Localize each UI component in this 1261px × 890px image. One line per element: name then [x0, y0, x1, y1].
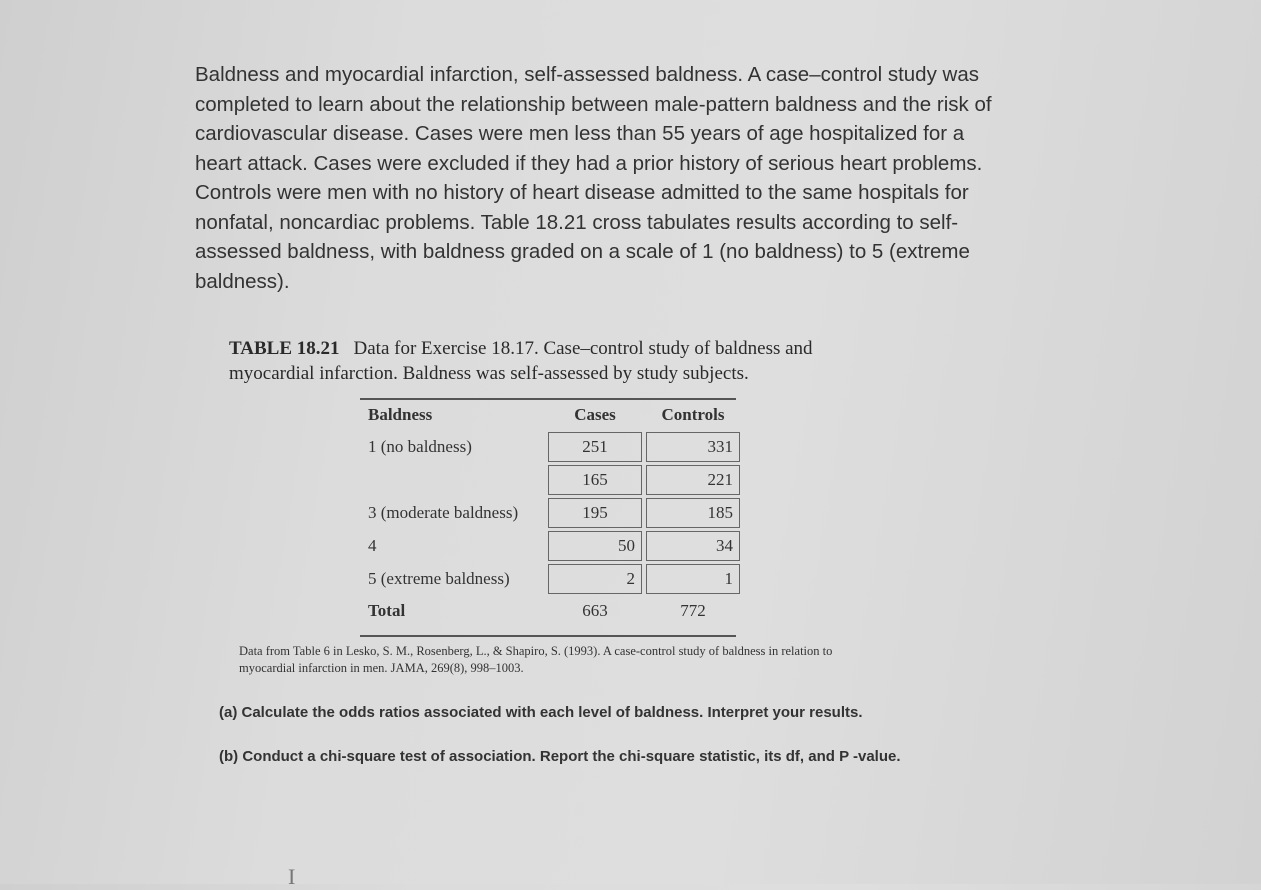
- text-cursor-icon: I: [288, 864, 296, 889]
- table-row: [362, 432, 740, 462]
- table-label: TABLE 18.21: [229, 338, 340, 359]
- table-row: [362, 465, 740, 495]
- table-caption-text: Data for Exercise 18.17. Case–control study of baldness and myocardial infarction. Baldness was self-assessed by study subjects.: [229, 338, 813, 384]
- header-controls: Controls: [661, 405, 725, 424]
- table-header-row: [362, 401, 740, 429]
- question-b: (b) Conduct a chi-square test of association. Report the chi-square statistic, its df, and P -value.: [219, 748, 901, 765]
- controls-cell: 185: [646, 498, 740, 528]
- table-source: Data from Table 6 in Lesko, S. M., Rosenberg, L., & Shapiro, S. (1993). A case-control study of baldness in relation to myocardial infarction in men. JAMA, 269(8), 998–1003.: [239, 644, 833, 675]
- header-baldness: Baldness: [368, 405, 433, 424]
- row-label: [362, 465, 544, 495]
- question-a: (a) Calculate the odds ratios associated with each level of baldness. Interpret your results.: [219, 704, 863, 721]
- cases-cell: 165: [548, 465, 642, 495]
- baldness-table: [358, 398, 744, 628]
- total-controls: 772: [680, 601, 706, 620]
- row-label: 3 (moderate baldness): [368, 503, 519, 522]
- row-label: 4: [368, 536, 377, 555]
- table-row: [362, 564, 740, 594]
- row-label: 1 (no baldness): [368, 437, 472, 456]
- controls-cell: 221: [646, 465, 740, 495]
- row-label: 5 (extreme baldness): [368, 569, 510, 588]
- controls-cell: 34: [646, 531, 740, 561]
- controls-cell: 331: [646, 432, 740, 462]
- table-total-row: [362, 597, 740, 625]
- table-bottom-rule: [360, 635, 736, 637]
- header-cases: Cases: [574, 405, 616, 424]
- cases-cell: 2: [548, 564, 642, 594]
- cases-cell: 195: [548, 498, 642, 528]
- total-cases: 663: [582, 601, 608, 620]
- cases-cell: 50: [548, 531, 642, 561]
- problem-intro: Baldness and myocardial infarction, self-assessed baldness. A case–control study was completed to learn about the relationship between male-pattern baldness and the risk of cardiovascular disease. Cases were men less than 55 years of age hospitalized for a heart attack. Cases were excluded if they had a prior history of serious heart problems. Controls were men with no history of heart disease admitted to the same hospitals for nonfatal, noncardiac problems. Table 18.21 cross tabulates results according to self-assessed baldness, with baldness graded on a scale of 1 (no baldness) to 5 (extreme baldness).: [195, 63, 992, 293]
- table-caption: [229, 336, 889, 386]
- cases-cell: 251: [548, 432, 642, 462]
- total-label: Total: [368, 601, 406, 620]
- controls-cell: 1: [646, 564, 740, 594]
- table-row: [362, 531, 740, 561]
- table-row: [362, 498, 740, 528]
